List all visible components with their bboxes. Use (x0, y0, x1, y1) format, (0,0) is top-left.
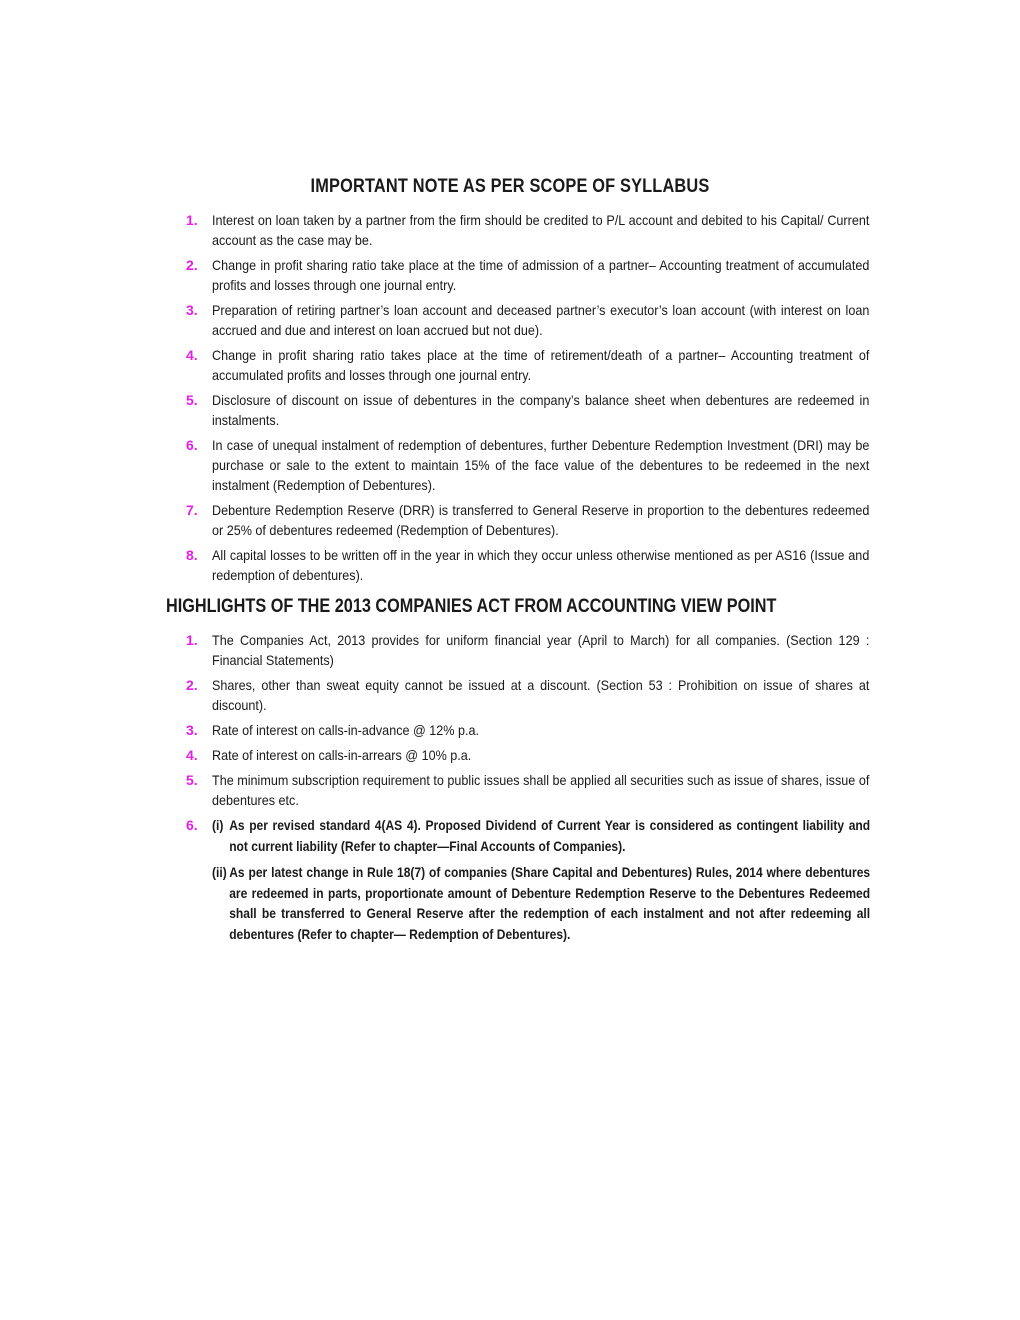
list-item (186, 500, 870, 540)
item-number: 4. (186, 347, 198, 363)
item-text: All capital losses to be written off in the year in which they occur unless otherwise mentioned as per AS16 (Issue and redemption of debentures). (212, 547, 870, 583)
item-text: The Companies Act, 2013 provides for uniform financial year (April to March) for all companies. (Section 129 : Financial Statements) (212, 632, 870, 668)
sub-item-label: (i) (212, 817, 224, 833)
item-text: Debenture Redemption Reserve (DRR) is transferred to General Reserve in proportion to the debentures redeemed or 25% of debentures redeemed (Redemption of Debentures). (212, 502, 870, 538)
sub-items (212, 815, 870, 944)
list-item (186, 770, 870, 810)
list-item (186, 435, 870, 495)
item-number: 5. (186, 772, 198, 788)
item-number: 1. (186, 212, 198, 228)
list-item (186, 745, 870, 765)
item-text: The minimum subscription requirement to public issues shall be applied all securities such as issue of shares, issue of debentures etc. (212, 772, 870, 808)
section-title-syllabus: IMPORTANT NOTE AS PER SCOPE OF SYLLABUS (310, 176, 710, 197)
list-item (186, 255, 870, 295)
item-text: Interest on loan taken by a partner from the firm should be credited to P/L account and debited to his Capital/ Current account as the case may be. (212, 212, 870, 248)
item-text: Rate of interest on calls-in-advance @ 12% p.a. (212, 722, 480, 738)
syllabus-notes-list (186, 210, 870, 590)
list-item (186, 545, 870, 585)
item-number: 6. (186, 817, 198, 833)
item-number: 2. (186, 677, 198, 693)
item-number: 8. (186, 547, 198, 563)
item-text: Preparation of retiring partner’s loan account and deceased partner’s executor’s loan account (with interest on loan accrued and due and interest on loan accrued but not due). (212, 302, 870, 338)
highlights-list (186, 630, 870, 949)
sub-item-text: As per revised standard 4(AS 4). Proposed Dividend of Current Year is considered as contingent liability and not current liability (Refer to chapter—Final Accounts of Companies). (229, 817, 871, 854)
list-item (186, 390, 870, 430)
section-title-highlights: HIGHLIGHTS OF THE 2013 COMPANIES ACT FROM ACCOUNTING VIEW POINT (166, 596, 777, 617)
list-item-6 (186, 815, 870, 944)
list-item (186, 345, 870, 385)
list-item (186, 300, 870, 340)
sub-item-ii (212, 862, 870, 944)
item-number: 2. (186, 257, 198, 273)
list-item (186, 210, 870, 250)
item-number: 7. (186, 502, 198, 518)
sub-item-text: As per latest change in Rule 18(7) of companies (Share Capital and Debentures) Rules, 2014 where debentures are redeemed in parts, proportionate amount of Debenture Redemption Reserve to the Debentures Redeemed shall be transferred to General Reserve after the redemption of each instalment and not after redeeming all debentures (Refer to chapter— Redemption of Debentures). (229, 864, 871, 942)
item-number: 3. (186, 722, 198, 738)
item-number: 3. (186, 302, 198, 318)
list-item (186, 675, 870, 715)
item-number: 1. (186, 632, 198, 648)
item-text: Rate of interest on calls-in-arrears @ 10% p.a. (212, 747, 472, 763)
item-text: Change in profit sharing ratio take place at the time of admission of a partner– Accounting treatment of accumulated profits and losses through one journal entry. (212, 257, 870, 293)
item-text: Change in profit sharing ratio takes place at the time of retirement/death of a partner– Accounting treatment of accumulated profits and losses through one journal entry. (212, 347, 870, 383)
list-item (186, 720, 870, 740)
list-item (186, 630, 870, 670)
sub-item-label: (ii) (212, 864, 227, 880)
item-number: 6. (186, 437, 198, 453)
item-number: 4. (186, 747, 198, 763)
item-text: Disclosure of discount on issue of debentures in the company’s balance sheet when debentures are redeemed in instalments. (212, 392, 870, 428)
item-number: 5. (186, 392, 198, 408)
sub-item-i (212, 815, 870, 856)
item-text: Shares, other than sweat equity cannot be issued at a discount. (Section 53 : Prohibition on issue of shares at discount). (212, 677, 870, 713)
item-text: In case of unequal instalment of redemption of debentures, further Debenture Redemption Investment (DRI) may be purchase or sale to the extent to maintain 15% of the face value of the debentures to be redeemed in the next instalment (Redemption of Debentures). (212, 437, 870, 493)
